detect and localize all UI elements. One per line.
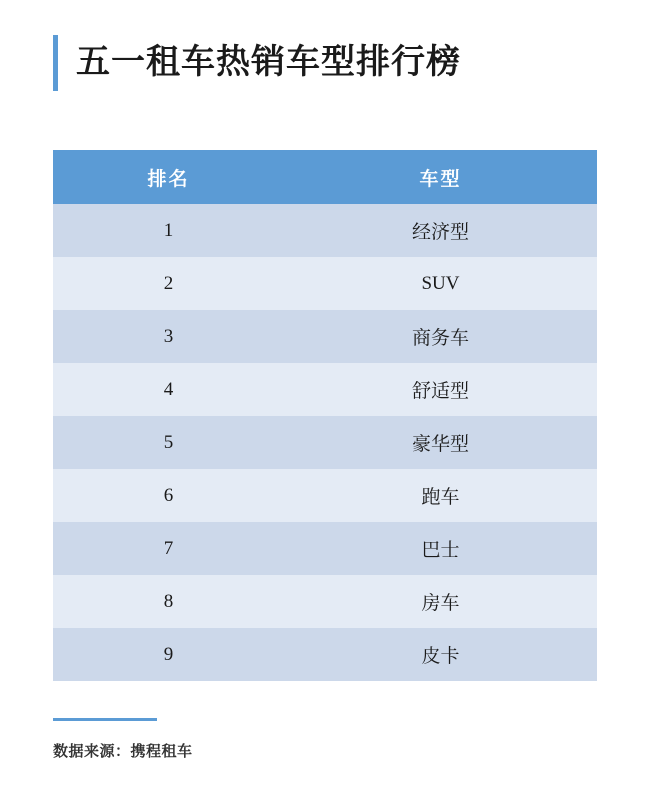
cell-rank: 2	[53, 257, 284, 310]
cell-model: 巴士	[284, 522, 597, 575]
table-row	[53, 416, 597, 469]
column-header-rank: 排名	[53, 150, 284, 204]
footer-divider	[53, 718, 157, 721]
cell-model: 舒适型	[284, 363, 597, 416]
cell-rank: 5	[53, 416, 284, 469]
column-header-model: 车型	[284, 150, 597, 204]
ranking-table	[53, 150, 597, 681]
table-header-row	[53, 150, 597, 204]
cell-rank: 6	[53, 469, 284, 522]
cell-rank: 3	[53, 310, 284, 363]
data-source-label: 数据来源：携程租车	[53, 744, 193, 760]
cell-rank: 1	[53, 204, 284, 257]
table-row	[53, 363, 597, 416]
table-row	[53, 522, 597, 575]
cell-model: 皮卡	[284, 628, 597, 681]
page-title: 五一租车热销车型排行榜	[76, 44, 461, 81]
table-row	[53, 575, 597, 628]
table-row	[53, 310, 597, 363]
cell-rank: 7	[53, 522, 284, 575]
table-body	[53, 204, 597, 681]
cell-model: 经济型	[284, 204, 597, 257]
cell-rank: 4	[53, 363, 284, 416]
table-row	[53, 628, 597, 681]
table-row	[53, 469, 597, 522]
table-header	[53, 150, 597, 204]
page-title-block	[53, 35, 461, 91]
cell-model: 豪华型	[284, 416, 597, 469]
cell-model: 房车	[284, 575, 597, 628]
cell-model: 跑车	[284, 469, 597, 522]
table-row	[53, 257, 597, 310]
cell-rank: 8	[53, 575, 284, 628]
cell-rank: 9	[53, 628, 284, 681]
title-accent-bar	[53, 35, 58, 91]
cell-model: SUV	[284, 257, 597, 310]
cell-model: 商务车	[284, 310, 597, 363]
table-row	[53, 204, 597, 257]
footer	[53, 718, 597, 761]
